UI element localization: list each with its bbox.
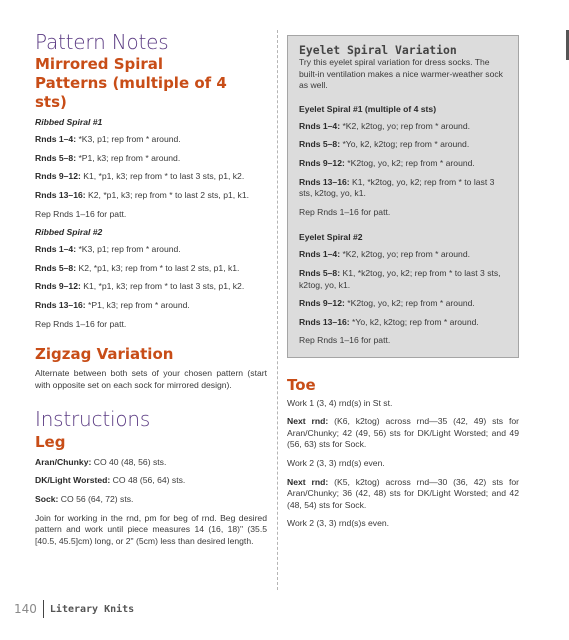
round-row: Rnds 5–8: K2, *p1, k3; rep from * to last 2 sts, p1, k1.: [35, 262, 240, 273]
eyelet-spiral-2-heading: Eyelet Spiral #2: [299, 232, 363, 243]
round-row: Rnds 5–8: K1, *k2tog, yo, k2; rep from * to last 3 sts, k2tog, yo, k1.: [299, 267, 501, 290]
repeat-note: Rep Rnds 1–16 for patt.: [299, 206, 391, 217]
next-round-row: Next rnd: (K5, k2tog) across rnd—30 (36, 42) sts for Aran/Chunky; 36 (42, 48) sts for DK/Light Worsted; and 42 (48, 54) sts for Sock.: [287, 476, 519, 510]
eyelet-spiral-1-heading: Eyelet Spiral #1 (multiple of 4 sts): [299, 103, 437, 114]
leg-sizes: [35, 457, 267, 506]
leg-instructions: Join for working in the rnd, pm for beg of rnd. Beg desired pattern and work until piece measures 14 (16, 18)" (35.5 [40.5, 45.5]cm) long, or 2" (5cm) less than desired length.: [35, 512, 267, 546]
sidebar-title: Eyelet Spiral Variation: [299, 43, 457, 57]
round-row: Rnds 9–12: *K2tog, yo, k2; rep from * around.: [299, 157, 475, 168]
footer-divider: [43, 600, 44, 618]
round-row: Rnds 9–12: *K2tog, yo, k2; rep from * around.: [299, 298, 475, 309]
mirrored-spiral-heading: Mirrored Spiral Patterns (multiple of 4 sts): [35, 55, 227, 111]
round-row: Rnds 9–12: K1, *p1, k3; rep from * to last 3 sts, p1, k2.: [35, 171, 245, 182]
page-footer: [14, 600, 134, 618]
round-row: Rnds 5–8: *P1, k3; rep from * around.: [35, 152, 181, 163]
size-row: Sock: CO 56 (64, 72) sts.: [35, 494, 134, 505]
size-row: DK/Light Worsted: CO 48 (56, 64) sts.: [35, 475, 186, 486]
toe-heading: Toe: [287, 375, 316, 394]
toe-text: Work 1 (3, 4) rnd(s) in St st.: [287, 397, 393, 408]
instructions-heading: Instructions: [35, 407, 151, 432]
page-number: 140: [14, 602, 37, 616]
right-column: [287, 35, 519, 530]
eyelet-sidebar: [287, 35, 519, 358]
round-row: Rnds 1–4: *K3, p1; rep from * around.: [35, 244, 181, 255]
round-row: Rnds 13–16: *Yo, k2, k2tog; rep from * around.: [299, 316, 479, 327]
round-row: Rnds 9–12: K1, *p1, k3; rep from * to last 3 sts, p1, k2.: [35, 281, 245, 292]
toe-text: Work 2 (3, 3) rnd(s)s even.: [287, 518, 390, 529]
zigzag-heading: Zigzag Variation: [35, 345, 174, 364]
ribbed-spiral-1-heading: Ribbed Spiral #1: [35, 117, 103, 128]
left-column: [35, 30, 267, 547]
ribbed-spiral-2-heading: Ribbed Spiral #2: [35, 227, 103, 238]
round-row: Rnds 5–8: *Yo, k2, k2tog; rep from * around.: [299, 139, 470, 150]
sidebar-intro: Try this eyelet spiral variation for dress socks. The built-in ventilation makes a nice warmer-weather sock as well.: [299, 57, 503, 91]
round-row: Rnds 1–4: *K2, k2tog, yo; rep from * around.: [299, 120, 471, 131]
round-row: Rnds 1–4: *K2, k2tog, yo; rep from * around.: [299, 249, 471, 260]
repeat-note: Rep Rnds 1–16 for patt.: [299, 335, 391, 346]
leg-heading: Leg: [35, 433, 66, 452]
toe-text: Work 2 (3, 3) rnd(s) even.: [287, 458, 385, 469]
book-title: Literary Knits: [49, 603, 135, 615]
repeat-note: Rep Rnds 1–16 for patt.: [35, 208, 127, 219]
round-row: Rnds 1–4: *K3, p1; rep from * around.: [35, 134, 181, 145]
pattern-notes-heading: Pattern Notes: [35, 30, 169, 54]
round-row: Rnds 13–16: *P1, k3; rep from * around.: [35, 300, 190, 310]
size-row: Aran/Chunky: CO 40 (48, 56) sts.: [35, 456, 167, 467]
column-divider: [277, 30, 278, 590]
ribbed-spiral-1-list: [35, 134, 267, 201]
zigzag-text: Alternate between both sets of your chosen pattern (start with opposite set on each sock for mirrored design).: [35, 367, 267, 390]
ribbed-spiral-2-list: [35, 244, 267, 311]
repeat-note: Rep Rnds 1–16 for patt.: [35, 318, 127, 329]
next-round-row: Next rnd: (K6, k2tog) across rnd—35 (42, 49) sts for Aran/Chunky; 42 (49, 56) sts for DK/Light Worsted; and 49 (56, 63) sts for Sock.: [287, 416, 519, 450]
round-row: Rnds 13–16: K2, *p1, k3; rep from * to last 2 sts, p1, k1.: [35, 190, 249, 201]
round-row: Rnds 13–16: K1, *k2tog, yo, k2; rep from * to last 3 sts, k2tog, yo, k1.: [299, 176, 495, 199]
